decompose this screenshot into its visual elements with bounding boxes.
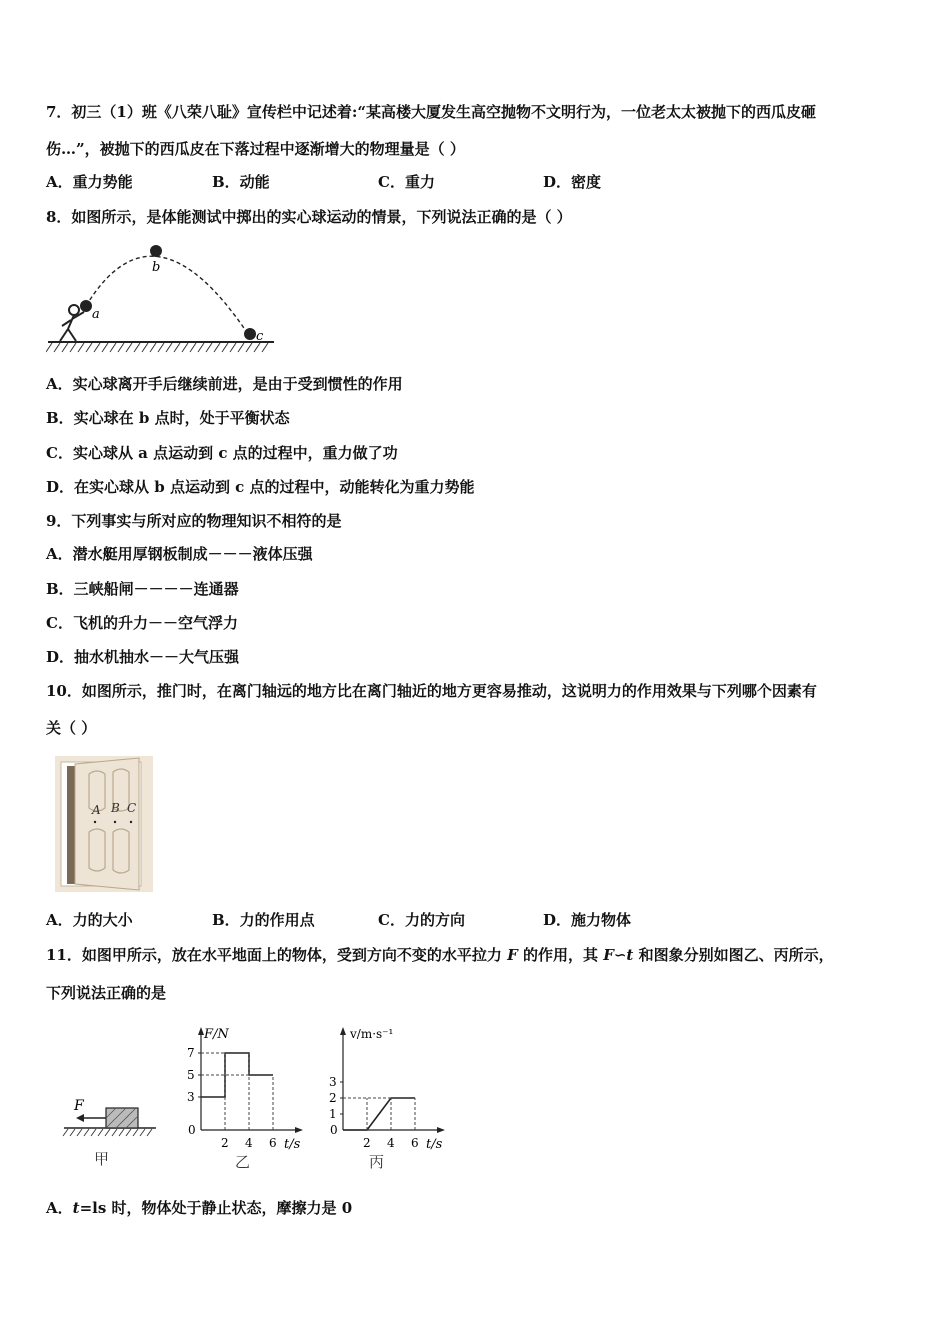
door-label-a: A: [92, 803, 101, 817]
force-symbol: F: [507, 946, 518, 964]
x-axis-label: t/s: [426, 1137, 443, 1152]
q8-option-c: C．实心球从 a 点运动到 c 点的过程中，重力做了功: [46, 444, 398, 462]
q10-option-d: D．施力物体: [543, 911, 632, 929]
q11-stem-line2: 下列说法正确的是: [46, 984, 167, 1002]
y-tick-label: 1: [329, 1107, 337, 1121]
q10-stem-line2: 关（ ）: [46, 719, 97, 737]
ball-a: [80, 300, 92, 312]
q8-option-d: D．在实心球从 b 点运动到 c 点的过程中，动能转化为重力势能: [46, 478, 475, 496]
y-tick-label: 3: [329, 1075, 337, 1089]
q9-option-a: A．潜水艇用厚钢板制成－－－液体压强: [46, 545, 313, 563]
x-tick-label: 2: [221, 1136, 229, 1150]
door-figure: [55, 756, 153, 892]
origin-label: 0: [330, 1123, 338, 1137]
force-label: F: [74, 1098, 84, 1114]
q7-option-a: A．重力势能: [46, 173, 133, 191]
ball-trajectory-figure: [46, 236, 276, 356]
q8-option-b: B．实心球在 b 点时，处于平衡状态: [46, 409, 290, 427]
x-tick-label: 6: [269, 1136, 277, 1150]
thrower-figure: [60, 305, 84, 341]
force-arrow: [76, 1114, 84, 1122]
q10-option-a: A．力的大小: [46, 911, 133, 929]
door-label-c: C: [127, 801, 137, 815]
y-tick-label: 3: [187, 1090, 195, 1104]
figure-jia: [60, 1090, 160, 1174]
origin-label: 0: [188, 1123, 196, 1137]
q9-option-d: D．抽水机抽水－－大气压强: [46, 648, 240, 666]
q11-option-a: A．t=ls 时，物体处于静止状态，摩擦力是 0: [46, 1199, 353, 1217]
x-tick-label: 4: [387, 1136, 395, 1150]
caption-jia: 甲: [94, 1150, 110, 1168]
f-t-symbol: F∽t: [603, 946, 634, 964]
figure-yi-chart: [180, 1022, 310, 1174]
y-axis-label: v/m·s⁻¹: [350, 1027, 394, 1041]
q9-stem: 9．下列事实与所对应的物理知识不相符的是: [46, 512, 342, 530]
label-c: c: [256, 329, 264, 344]
q9-option-c: C．飞机的升力－－空气浮力: [46, 614, 238, 632]
x-axis-label: t/s: [284, 1137, 301, 1152]
y-axis-label: F/N: [204, 1027, 229, 1042]
q10-option-b: B．力的作用点: [212, 911, 315, 929]
x-tick-label: 4: [245, 1136, 253, 1150]
x-tick-label: 2: [363, 1136, 371, 1150]
q7-stem-line1: 7．初三（1）班《八荣八耻》宣传栏中记述着:“某高楼大厦发生高空抛物不文明行为，一位老太太被抛下的西瓜皮砸: [46, 103, 817, 121]
ball-c: [244, 328, 256, 340]
ball-b: [150, 245, 162, 257]
q9-option-b: B．三峡船闸－－－－连通器: [46, 580, 239, 598]
q11-stem-line1: 11．如图甲所示，放在水平地面上的物体，受到方向不变的水平拉力 F 的作用，其 F∽t 和图象分别如图乙、丙所示，: [46, 946, 834, 964]
door-label-b: B: [111, 801, 120, 815]
q7-option-c: C．重力: [378, 173, 435, 191]
q8-option-a: A．实心球离开手后继续前进，是由于受到惯性的作用: [46, 375, 403, 393]
q7-option-b: B．动能: [212, 173, 270, 191]
label-a: a: [92, 307, 100, 322]
series-line: [343, 1098, 415, 1130]
q7-stem-line2: 伤…”，被抛下的西瓜皮在下落过程中逐渐增大的物理量是（ ）: [46, 140, 465, 158]
label-b: b: [152, 260, 161, 275]
x-tick-label: 6: [411, 1136, 419, 1150]
y-tick-label: 7: [187, 1046, 195, 1060]
q10-stem-line1: 10．如图所示，推门时，在离门轴远的地方比在离门轴近的地方更容易推动，这说明力的作用效果与下列哪个因素有: [46, 682, 817, 700]
figure-bing-chart: [322, 1022, 452, 1174]
caption-yi: 乙: [235, 1153, 251, 1171]
y-tick-label: 5: [187, 1068, 195, 1082]
q7-option-d: D．密度: [543, 173, 602, 191]
q8-stem: 8．如图所示，是体能测试中掷出的实心球运动的情景，下列说法正确的是（ ）: [46, 208, 572, 226]
q10-option-c: C．力的方向: [378, 911, 465, 929]
caption-bing: 丙: [369, 1153, 385, 1171]
y-tick-label: 2: [329, 1091, 337, 1105]
